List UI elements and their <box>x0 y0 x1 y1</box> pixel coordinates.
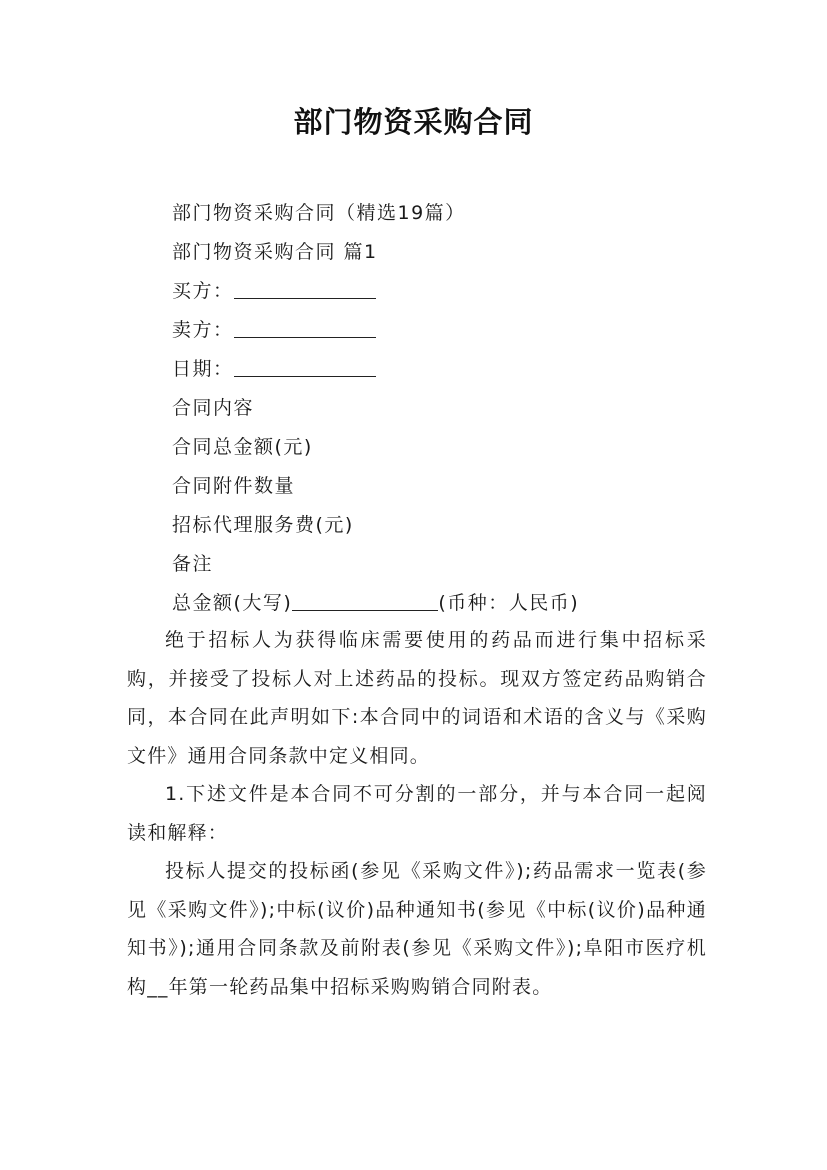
buyer-blank <box>234 280 376 299</box>
field-agency-fee: 招标代理服务费(元) <box>172 514 354 536</box>
paragraph-intro: 绝于招标人为获得临床需要使用的药品而进行集中招标采购，并接受了投标人对上述药品的投标。现双方签定药品购销合同，本合同在此声明如下:本合同中的词语和术语的含义与《采购文件》通用合同条款中定义相同。 <box>127 629 707 767</box>
field-attachments: 合同附件数量 <box>172 475 296 497</box>
date-blank <box>234 358 376 377</box>
section-heading: 部门物资采购合同 篇1 <box>172 241 378 263</box>
document-subtitle: 部门物资采购合同（精选19篇） <box>172 202 466 224</box>
paragraph-clause-1: 1.下述文件是本合同不可分割的一部分，并与本合同一起阅读和解释： <box>127 783 707 844</box>
seller-blank <box>234 319 376 338</box>
date-label: 日期： <box>172 358 234 380</box>
field-remarks: 备注 <box>172 553 214 575</box>
currency-note: (币种：人民币) <box>438 592 580 614</box>
amount-line <box>172 588 579 615</box>
seller-label: 卖方： <box>172 319 234 341</box>
buyer-line <box>172 276 376 303</box>
amount-label: 总金额(大写) <box>172 592 293 614</box>
buyer-label: 买方： <box>172 280 234 302</box>
seller-line <box>172 315 376 342</box>
field-total-amount: 合同总金额(元) <box>172 436 313 458</box>
paragraph-documents: 投标人提交的投标函(参见《采购文件》);药品需求一览表(参见《采购文件》);中标(议价)品种通知书(参见《中标(议价)品种通知书》);通用合同条款及前附表(参见《采购文件》);阜阳市医疗机构__年第一轮药品集中招标采购购销合同附表。 <box>127 860 707 998</box>
date-line <box>172 354 376 381</box>
field-content: 合同内容 <box>172 397 255 419</box>
document-title: 部门物资采购合同 <box>293 105 534 139</box>
amount-blank <box>292 592 438 611</box>
